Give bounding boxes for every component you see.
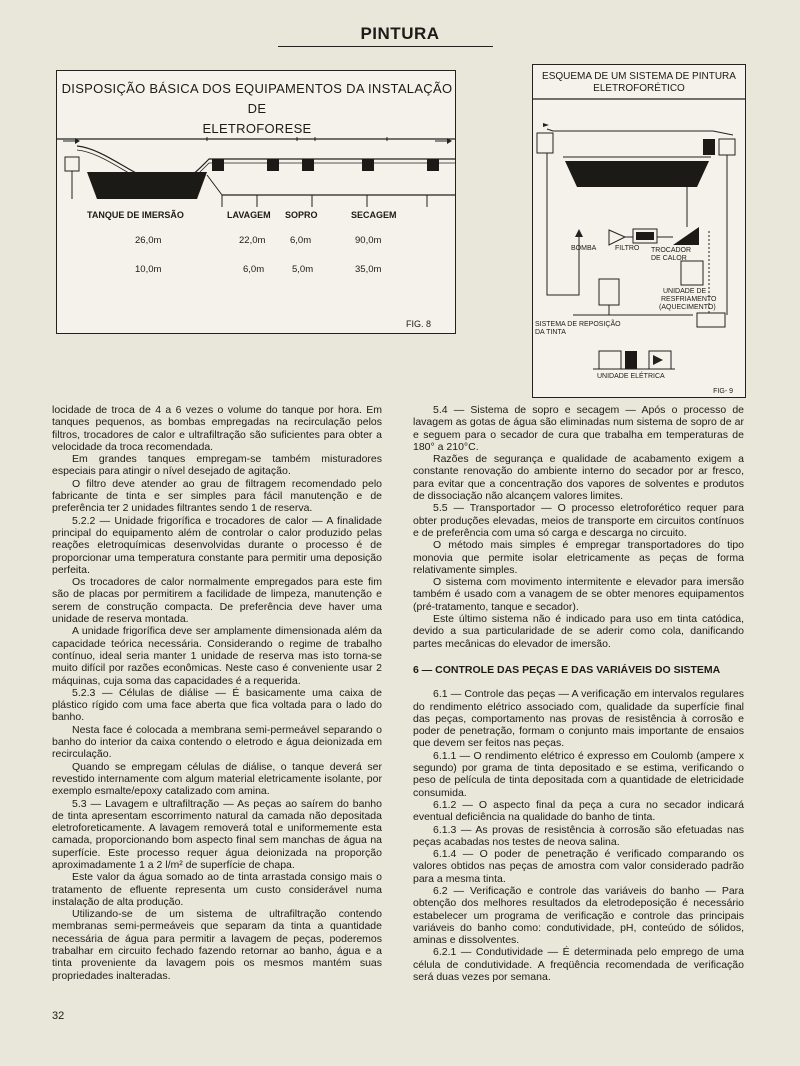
- left-column: [52, 404, 382, 982]
- paragraph: Este valor da água somado ao de tinta arrastada consigo mais o tratamento de efluente representa um custo considerável numa instalação de alta produção.: [52, 871, 382, 908]
- label-tanque: TANQUE DE IMERSÃO: [87, 210, 184, 220]
- header-rule: [278, 46, 493, 47]
- painting-system-diagram: [533, 65, 745, 397]
- paragraph: locidade de troca de 4 a 6 vezes o volume do tanque por hora. Em tanques pequenos, as bombas empregadas na recirculação pelos filtros, trocadores de calor e ultrafiltração são suficientes para obter a velocidade da troca recomendada.: [52, 404, 382, 453]
- figure-8-number: FIG. 8: [405, 319, 431, 329]
- label-reposicao-1: SISTEMA DE REPOSIÇÃO: [535, 321, 621, 328]
- installation-layout-diagram: [57, 71, 455, 333]
- paragraph: Em grandes tanques empregam-se também misturadores especiais para atingir o nível desejado de agitação.: [52, 453, 382, 478]
- value-secagem-2: 35,0m: [355, 264, 382, 275]
- value-lavagem-2: 6,0m: [243, 264, 265, 275]
- paragraph: 6.1 — Controle das peças — A verificação em intervalos regulares do rendimento elétrico associado com, qualidade da superfície final das peças, comportamento nas provas de resistência à corrosão e poder de penetração, formam o conjunto mais importante de ensaios que devem ser feitos nas peças.: [413, 688, 744, 750]
- paragraph: Razões de segurança e qualidade de acabamento exigem a constante renovação do ambiente interno do secador por ar fresco, para evitar que a concentração dos vapores de solventes e produtos de dissociação não alcançem valores limites.: [413, 453, 744, 503]
- paragraph: 5.5 — Transportador — O processo eletroforético requer para obter produções elevadas, meios de transporte em circuitos contínuos e de preferência com uma só carga e descarga no circuito.: [413, 502, 744, 539]
- figure-9-number: FIG- 9: [713, 388, 733, 395]
- figure-9: [532, 64, 746, 398]
- page-number: 32: [52, 1010, 65, 1022]
- label-sopro: SOPRO: [285, 210, 318, 220]
- paragraph: 6.2 — Verificação e controle das variáveis do banho — Para obtenção dos melhores resultados da eletrodeposição é necessário estabelecer um programa de verificação e controle das principais variáveis do banho como: condutividade, pH, conteúdo de sólidos, aminas e dissolventes.: [413, 884, 744, 947]
- paragraph: 5.2.2 — Unidade frigorífica e trocadores de calor — A finalidade principal do equipamento além de controlar o calor produzido pelas reações eletroquímicas desenvolvidas durante o processo é de proporcionar uma temperatura constante para permitir uma deposição perfeita.: [52, 514, 382, 576]
- label-filtro: FILTRO: [615, 245, 640, 252]
- paragraph: Este último sistema não é indicado para uso em tinta catódica, devido a sua particularidade de se aderir como cola, danificando partes mecânicas do elevador de imersão.: [413, 613, 744, 650]
- label-resfriamento-2: RESFRIAMENTO: [661, 296, 717, 303]
- value-sopro-1: 6,0m: [290, 235, 312, 246]
- value-tanque-1: 26,0m: [135, 235, 162, 246]
- paragraph: O sistema com movimento intermitente e elevador para imersão também é usado com a vanagem de se obter menores equipamentos (pré-tratamento, tanque e secador).: [413, 576, 744, 613]
- value-secagem-1: 90,0m: [355, 235, 382, 246]
- figure-8-title-line2: ELETROFORESE: [202, 121, 312, 136]
- page-header: [0, 24, 800, 44]
- paragraph: 6.1.1 — O rendimento elétrico é expresso em Coulomb (ampere x segundo) por grama de tinta depositado e se estima, verificando o peso de película de tinta depositada com a quantidade de eletricidade consumida.: [413, 749, 744, 799]
- paragraph: O filtro deve atender ao grau de filtragem recomendado pelo fabricante de tinta e ser simples para fácil manutenção e de preferência ter 2 unidades filtrantes sendo 1 de reserva.: [52, 477, 382, 515]
- value-lavagem-1: 22,0m: [239, 235, 266, 246]
- paragraph: 6.1.2 — O aspecto final da peça a cura no secador indicará eventual deficiência na qualidade do banho de tinta.: [413, 798, 744, 824]
- paragraph: O método mais simples é empregar transportadores do tipo monovia que permite isolar eletricamente as peças de forma relativamente simples.: [413, 539, 744, 576]
- paragraph: 6.1.3 — As provas de resistência à corrosão são efetuadas nas peças acabadas nos testes de neova salina.: [413, 823, 744, 848]
- label-secagem: SECAGEM: [351, 210, 397, 220]
- paragraph: Os trocadores de calor normalmente empregados para este fim são de placas por permitirem a facilidade de limpeza, manutenção e serem de construção compacta. De preferência deve haver uma unidade de reserva montada.: [52, 576, 382, 626]
- label-trocador: TROCADOR DE CALOR: [651, 247, 692, 262]
- paragraph: 6.1.4 — O poder de penetração é verificado comparando os valores obtidos nas peças de amostra com valor considerado padrão para a mesma tinta.: [413, 848, 744, 885]
- paragraph: 6.2.1 — Condutividade — É determinada pelo emprego de uma célula de condutividade. A freqüência recomendada de verificação será duas vezes por semana.: [413, 946, 744, 984]
- paragraph: 5.3 — Lavagem e ultrafiltração — As peças ao saírem do banho de tinta apresentam escorrimento natural da camada não depositada eletroforeticamente. A lavagem removerá total e uniformemente esta camada, proporcionando bom aspecto final sem manchas de água na superfície. Este processo requer água deionizada na proporção aproximadamente 1 a 2 l/m² de superfície de chapa.: [52, 797, 382, 871]
- value-sopro-2: 5,0m: [292, 264, 314, 275]
- section-heading: 6 — CONTROLE DAS PEÇAS E DAS VARIÁVEIS DO SISTEMA: [413, 663, 721, 676]
- figure-8-title-line1: DISPOSIÇÃO BÁSICA DOS EQUIPAMENTOS DA INSTALAÇÃO DE: [61, 81, 453, 116]
- label-unidade-eletrica: UNIDADE ELÉTRICA: [597, 373, 665, 380]
- label-lavagem: LAVAGEM: [227, 210, 271, 220]
- paragraph: Quando se empregam células de diálise, o tanque deverá ser revestido internamente com algum material eletricamente isolante, por exemplo esmalte/epoxy catalizado com amina.: [52, 760, 382, 798]
- label-bomba: BOMBA: [571, 245, 597, 252]
- label-resfriamento-3: (AQUECIMENTO): [659, 304, 716, 311]
- figure-9-title-line2: ELETROFORÉTICO: [593, 83, 685, 94]
- paragraph: 5.2.3 — Células de diálise — É basicamente uma caixa de plástico rígido com uma face aberta que fica voltada para o lado do banho.: [52, 686, 382, 724]
- label-reposicao-2: DA TINTA: [535, 329, 566, 336]
- value-tanque-2: 10,0m: [135, 264, 162, 275]
- label-resfriamento-1: UNIDADE DE: [663, 288, 707, 295]
- right-column: [413, 404, 744, 983]
- figure-9-title-line1: ESQUEMA DE UM SISTEMA DE PINTURA: [542, 71, 736, 82]
- figure-8: [56, 70, 456, 334]
- paragraph: 5.4 — Sistema de sopro e secagem — Após o processo de lavagem as gotas de água são eliminadas num sistema de sopro de ar e seguem para o secador de cura que trabalha em temperaturas de 180° a 210°C.: [413, 404, 744, 453]
- running-title: PINTURA: [360, 24, 440, 43]
- paragraph: Utilizando-se de um sistema de ultrafiltração contendo membranas semi-permeáveis que separam da tinta a quantidade necessária de água para permitir a lavagem de peças, poderemos trabalhar em circuito fechado fazendo retornar ao banho, água e a tinta proveniente da lavagem pois os mesmos mantém suas propriedades inalteradas.: [52, 908, 382, 982]
- paragraph: Nesta face é colocada a membrana semi-permeável separando o banho do interior da caixa contendo o eletrodo e água deionizada em recirculação.: [52, 723, 382, 761]
- paragraph: A unidade frigorífica deve ser amplamente dimensionada além da capacidade teórica necessária. Considerando o regime de trabalho contínuo, ideal seria manter 1 unidade de reserva mas isto torna-se muito difícil por razões econômicas. Neste caso é conveniente usar 2 máquinas, cuja soma das capacidades é a requerida.: [52, 625, 382, 687]
